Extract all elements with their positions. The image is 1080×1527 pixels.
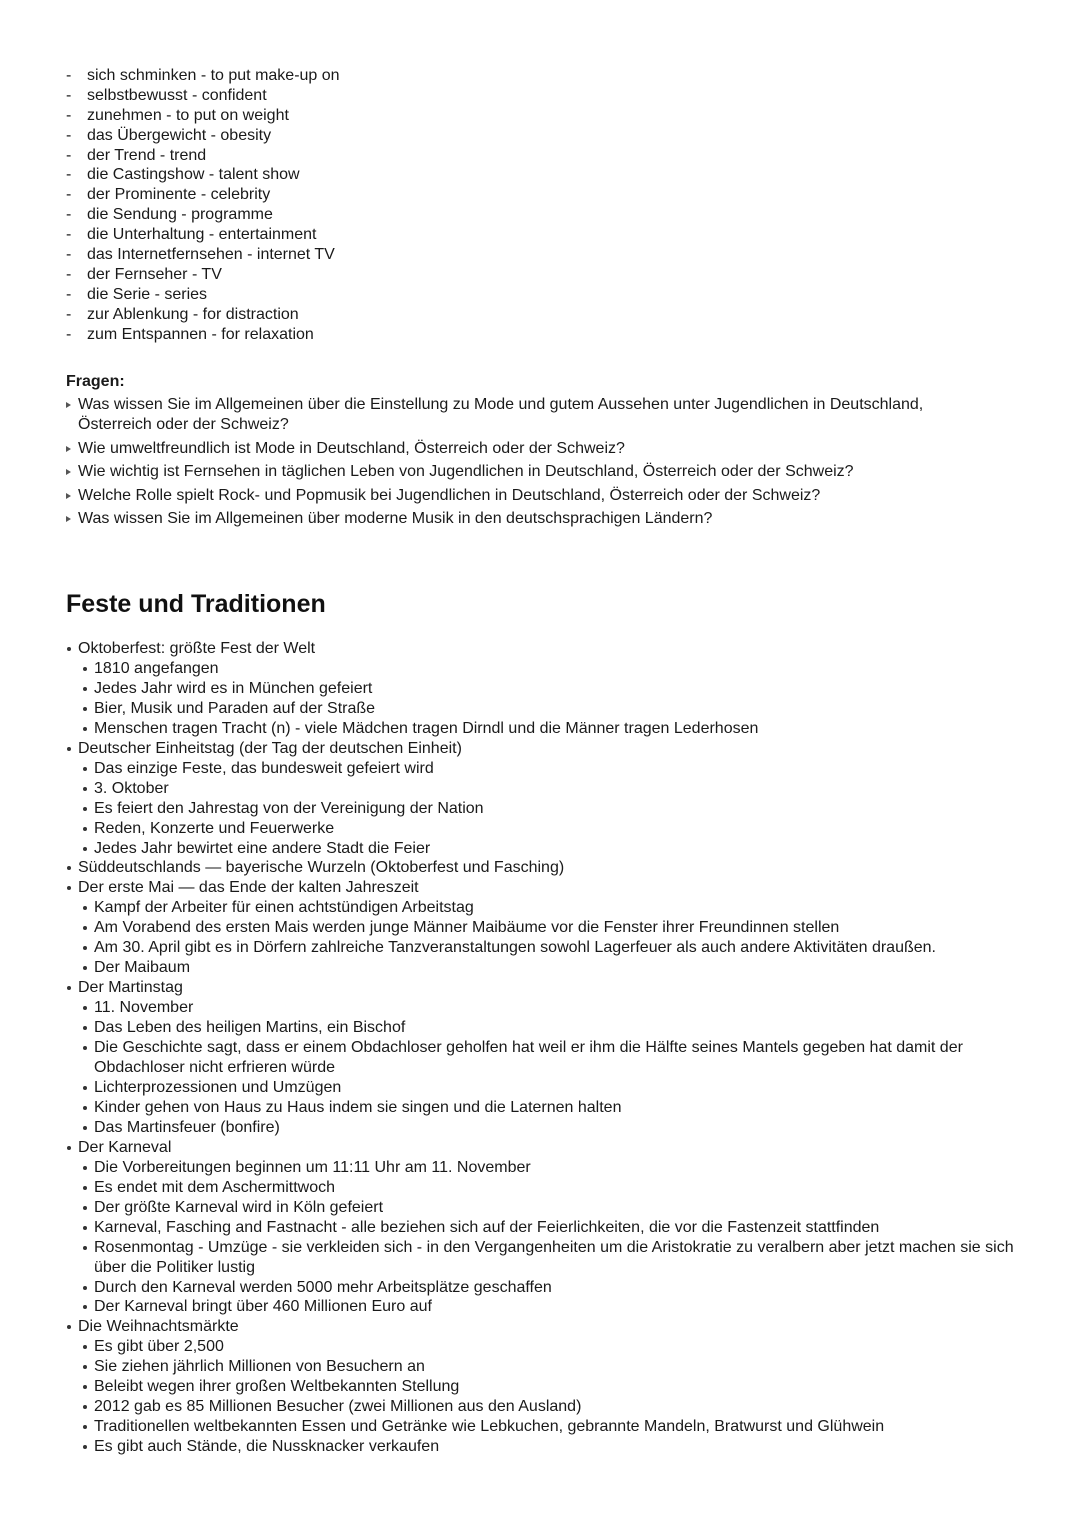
point-text: Kinder gehen von Haus zu Haus indem sie singen und die Laternen halten [94,1098,622,1116]
topic-item [66,978,1016,1138]
bullet-icon [83,906,87,910]
point-item [78,1278,1016,1298]
bullet-icon [83,1385,87,1389]
point-item [78,1038,1016,1078]
point-text: Es feiert den Jahrestag von der Vereinigung der Nation [94,799,484,817]
topic-label: Oktoberfest: größte Fest der Welt [78,640,316,657]
bullet-icon [83,926,87,930]
point-text: Kampf der Arbeiter für einen achtstündigen Arbeitstag [94,899,474,917]
fragen-item [66,439,986,459]
point-text: 3. Oktober [94,779,169,797]
topic-points [78,1337,1016,1457]
point-text: Beleibt wegen ihrer großen Weltbekannten Stellung [94,1378,460,1396]
point-text: Am 30. April gibt es in Dörfern zahlreiche Tanzveranstaltungen sowohl Lagerfeuer als auch andere Aktivitäten draußen. [94,939,936,957]
point-item [78,1098,1016,1118]
point-item [78,1377,1016,1397]
point-item [78,819,1016,839]
vocab-item: - selbstbewusst - confident [66,86,340,106]
feste-list [66,639,1016,1457]
point-text: Die Vorbereitungen beginnen um 11:11 Uhr am 11. November [94,1158,531,1176]
bullet-icon [83,807,87,811]
topic-label: Der Karneval [78,1138,172,1156]
topic-item [66,639,1016,739]
vocab-item: - die Castingshow - talent show [66,165,340,185]
vocab-item: - der Trend - trend [66,146,340,166]
point-item [78,1118,1016,1138]
topic-points [78,659,1016,739]
point-item [78,1018,1016,1038]
point-item [78,1337,1016,1357]
point-item [78,1417,1016,1437]
vocab-item: - zur Ablenkung - for distraction [66,305,340,325]
fragen-item-text: Wie umweltfreundlich ist Mode in Deutschland, Österreich oder der Schweiz? [78,439,625,457]
fragen-list [66,395,986,533]
point-item [78,679,1016,699]
point-item [78,958,1016,978]
bullet-icon [67,866,71,870]
point-text: 11. November [94,999,194,1017]
point-text: Am Vorabend des ersten Mais werden junge Männer Maibäume vor die Fenster ihrer Freundinnen stellen [94,919,840,937]
bullet-icon [67,747,71,751]
bullet-icon [83,1026,87,1030]
point-item [78,918,1016,938]
bullet-icon [83,966,87,970]
fragen-item [66,486,986,506]
bullet-icon [83,1166,87,1170]
triangle-bullet-icon [66,469,71,475]
point-item [78,1158,1016,1178]
vocab-item: - der Prominente - celebrity [66,185,340,205]
point-item [78,759,1016,779]
topic-label: Der Martinstag [78,979,183,997]
point-text: Es gibt über 2,500 [94,1338,224,1356]
bullet-icon [83,787,87,791]
point-text: Reden, Konzerte und Feuerwerke [94,819,335,837]
topic-points [78,998,1016,1138]
fragen-item-text: Was wissen Sie im Allgemeinen über die Einstellung zu Mode und gutem Aussehen unter Jugendlichen in Deutschland, Österreich oder der Schweiz? [78,396,924,433]
vocab-item: - das Internetfernsehen - internet TV [66,245,340,265]
point-text: Menschen tragen Tracht (n) - viele Mädchen tragen Dirndl und die Männer tragen Lederhosen [94,719,759,737]
point-item [78,699,1016,719]
topic-item [66,878,1016,978]
point-item [78,799,1016,819]
vocab-list [66,66,340,344]
bullet-icon [83,687,87,691]
bullet-icon [83,827,87,831]
bullet-icon [83,1006,87,1010]
point-text: Der größte Karneval wird in Köln gefeiert [94,1198,384,1216]
bullet-icon [83,707,87,711]
point-item [78,839,1016,859]
topic-points [78,759,1016,859]
bullet-icon [67,986,71,990]
bullet-icon [83,1206,87,1210]
point-item [78,1238,1016,1278]
point-text: Das Martinsfeuer (bonfire) [94,1118,280,1136]
point-text: Karneval, Fasching and Fastnacht - alle beziehen sich auf der Feierlichkeiten, die vor die Fastenzeit stattfinden [94,1218,880,1236]
point-text: Die Geschichte sagt, dass er einem Obdachloser geholfen hat weil er ihm die Hälfte seines Mantels gegeben hat damit der Obdachloser nicht erfrieren würde [94,1039,963,1077]
bullet-icon [67,647,71,651]
bullet-icon [83,1226,87,1230]
vocab-item: - der Fernseher - TV [66,265,340,285]
point-item [78,1437,1016,1457]
triangle-bullet-icon [66,516,71,522]
point-item [78,1078,1016,1098]
bullet-icon [83,1086,87,1090]
point-text: Jedes Jahr wird es in München gefeiert [94,679,373,697]
bullet-icon [83,1405,87,1409]
bullet-icon [83,1106,87,1110]
point-item [78,938,1016,958]
point-text: Traditionellen weltbekannten Essen und Getränke wie Lebkuchen, gebrannte Mandeln, Bratwurst und Glühwein [94,1418,885,1436]
point-item [78,898,1016,918]
fragen-item-text: Wie wichtig ist Fernsehen in täglichen Leben von Jugendlichen in Deutschland, Österreich oder der Schweiz? [78,463,854,481]
bullet-icon [83,1246,87,1250]
point-item [78,1178,1016,1198]
vocab-item: - sich schminken - to put make-up on [66,66,340,86]
triangle-bullet-icon [66,493,71,499]
point-item [78,1357,1016,1377]
point-item [78,1397,1016,1417]
bullet-icon [83,1445,87,1449]
topic-label: Die Weihnachtsmärkte [78,1318,239,1336]
topic-item [66,858,1016,878]
topic-item [66,1138,1016,1318]
fragen-item-text: Was wissen Sie im Allgemeinen über moderne Musik in den deutschsprachigen Ländern? [78,510,713,528]
bullet-icon [83,1305,87,1309]
point-item [78,1198,1016,1218]
vocab-item: - die Sendung - programme [66,205,340,225]
vocab-item: - zunehmen - to put on weight [66,106,340,126]
point-text: Lichterprozessionen und Umzügen [94,1078,342,1096]
bullet-icon [83,946,87,950]
point-text: Das einzige Feste, das bundesweit gefeiert wird [94,759,434,777]
point-text: 1810 angefangen [94,659,219,677]
point-text: Der Karneval bringt über 460 Millionen Euro auf [94,1298,432,1316]
bullet-icon [67,1146,71,1150]
vocab-item: - das Übergewicht - obesity [66,126,340,146]
topic-points [78,1158,1016,1318]
point-text: Jedes Jahr bewirtet eine andere Stadt die Feier [94,839,431,857]
bullet-icon [83,1425,87,1429]
point-text: Es endet mit dem Aschermittwoch [94,1178,335,1196]
bullet-icon [83,667,87,671]
point-item [78,1297,1016,1317]
topic-label: Deutscher Einheitstag (der Tag der deutschen Einheit) [78,739,462,757]
point-item [78,998,1016,1018]
bullet-icon [83,1186,87,1190]
point-text: 2012 gab es 85 Millionen Besucher (zwei Millionen aus den Ausland) [94,1398,582,1416]
topic-points [78,898,1016,978]
fragen-item [66,462,986,482]
section-title: Feste und Traditionen [66,590,326,618]
fragen-item [66,395,986,435]
point-text: Durch den Karneval werden 5000 mehr Arbeitsplätze geschaffen [94,1278,552,1296]
bullet-icon [83,847,87,851]
topic-item [66,1317,1016,1457]
point-item [78,1218,1016,1238]
bullet-icon [67,1325,71,1329]
bullet-icon [83,767,87,771]
point-text: Bier, Musik und Paraden auf der Straße [94,699,376,717]
bullet-icon [83,1365,87,1369]
bullet-icon [83,1046,87,1050]
topic-item [66,739,1016,859]
bullet-icon [83,1126,87,1130]
point-text: Sie ziehen jährlich Millionen von Besuchern an [94,1358,425,1376]
topic-label: Süddeutschlands — bayerische Wurzeln (Oktoberfest und Fasching) [78,859,565,877]
fragen-item-text: Welche Rolle spielt Rock- und Popmusik bei Jugendlichen in Deutschland, Österreich oder der Schweiz? [78,486,821,504]
point-item [78,719,1016,739]
bullet-icon [67,886,71,890]
bullet-icon [83,727,87,731]
point-item [78,659,1016,679]
point-item [78,779,1016,799]
point-text: Rosenmontag - Umzüge - sie verkleiden sich - in den Vergangenheiten um die Aristokratie zu veralbern aber jetzt machen sie sich über die Politiker lustig [94,1238,1014,1276]
point-text: Es gibt auch Stände, die Nussknacker verkaufen [94,1438,440,1456]
triangle-bullet-icon [66,446,71,452]
bullet-icon [83,1286,87,1290]
vocab-item: - die Serie - series [66,285,340,305]
point-text: Der Maibaum [94,959,191,977]
fragen-heading: Fragen: [66,373,125,390]
vocab-item: - zum Entspannen - for relaxation [66,325,340,345]
topic-label: Der erste Mai — das Ende der kalten Jahreszeit [78,879,419,897]
triangle-bullet-icon [66,402,71,408]
vocab-item: - die Unterhaltung - entertainment [66,225,340,245]
point-text: Das Leben des heiligen Martins, ein Bischof [94,1019,406,1037]
bullet-icon [83,1345,87,1349]
fragen-item [66,509,986,529]
